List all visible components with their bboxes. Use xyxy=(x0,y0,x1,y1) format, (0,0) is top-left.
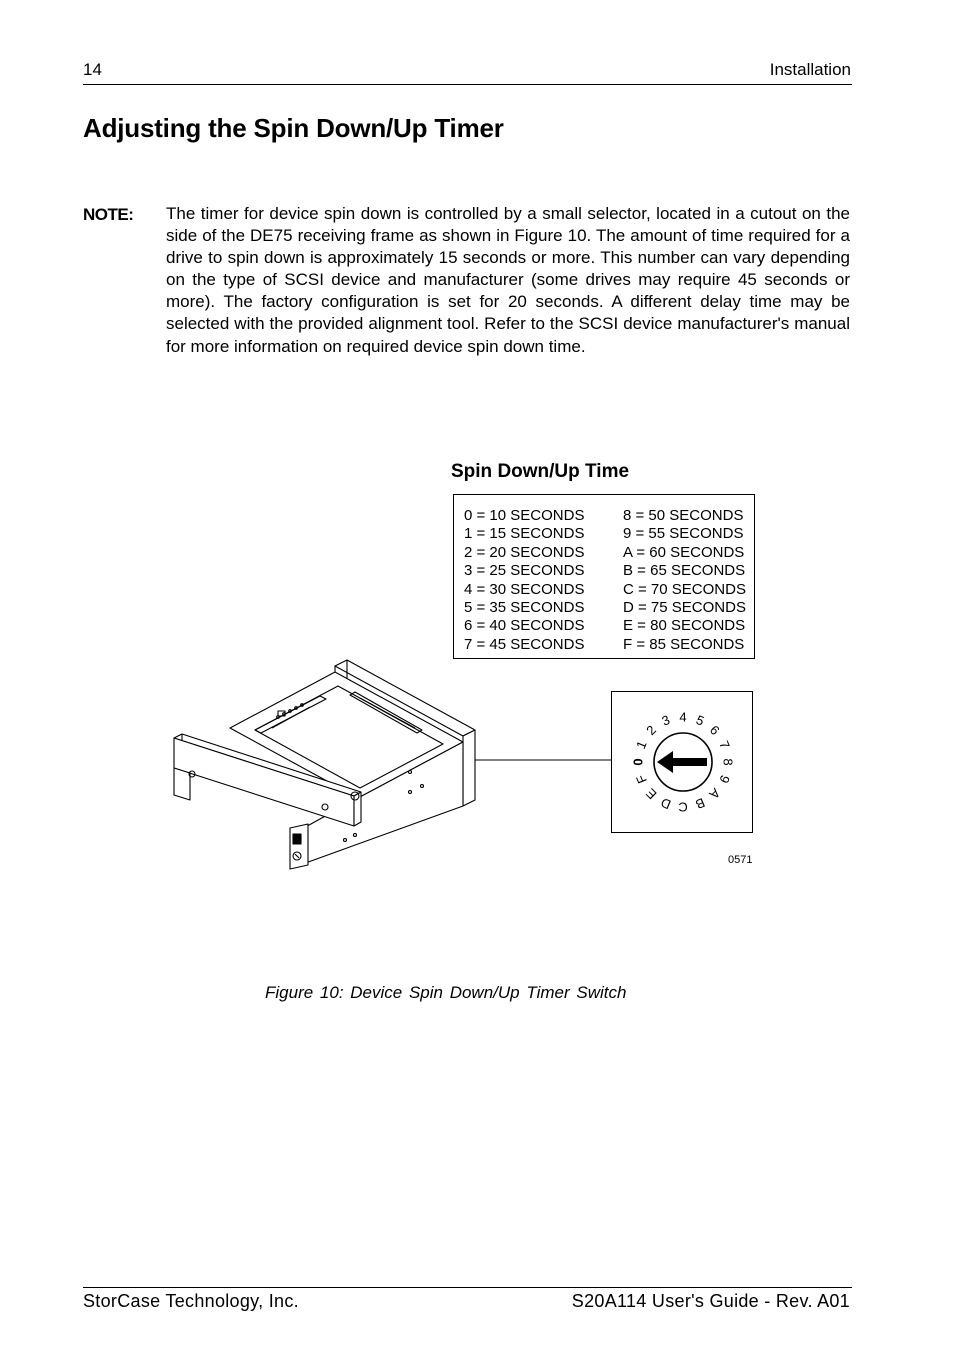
footer-company: StorCase Technology, Inc. xyxy=(83,1291,299,1311)
dial-position-label: A xyxy=(706,785,724,803)
page-title: Adjusting the Spin Down/Up Timer xyxy=(83,113,504,143)
note-label: NOTE: xyxy=(83,205,134,224)
dial-position-label: F xyxy=(632,772,650,786)
legend-entry: 9 = 55 SECONDS xyxy=(623,525,744,543)
dial-position-label: 0 xyxy=(630,758,646,766)
legend-entry: 7 = 45 SECONDS xyxy=(464,635,585,653)
dial-position-label: 5 xyxy=(693,712,707,729)
legend-entry: D = 75 SECONDS xyxy=(623,599,746,617)
dial-position-label: D xyxy=(658,794,674,813)
legend-entry: 8 = 50 SECONDS xyxy=(623,507,744,524)
legend-entry: 6 = 40 SECONDS xyxy=(464,617,585,635)
legend-column-right xyxy=(623,507,746,654)
legend-entry: 2 = 20 SECONDS xyxy=(464,543,585,561)
legend-entry: 4 = 30 SECONDS xyxy=(464,580,585,598)
footer-document: S20A114 User's Guide - Rev. A01 xyxy=(571,1291,850,1311)
legend-entry: 3 = 25 SECONDS xyxy=(464,562,585,580)
timer-switch-panel xyxy=(611,691,753,833)
figure-id: 0571 xyxy=(728,854,753,866)
legend-entry: 5 = 35 SECONDS xyxy=(464,599,585,617)
legend-entry: C = 70 SECONDS xyxy=(623,580,746,598)
dial-position-label: E xyxy=(642,785,660,803)
dial-position-label: 6 xyxy=(706,722,723,739)
page-header xyxy=(83,60,851,84)
legend-entry: 0 = 10 SECONDS xyxy=(464,507,585,524)
header-rule xyxy=(83,84,852,85)
legend-entry: B = 65 SECONDS xyxy=(623,562,746,580)
dial-position-label: 8 xyxy=(720,758,736,766)
dial-position-label: 1 xyxy=(633,738,650,752)
legend-entry: E = 80 SECONDS xyxy=(623,617,746,635)
dial-position-label: 9 xyxy=(716,772,733,786)
legend-column-left xyxy=(464,507,584,654)
legend-entry: F = 85 SECONDS xyxy=(623,635,745,653)
dial-position-label: 4 xyxy=(679,709,687,725)
footer-rule xyxy=(83,1287,852,1288)
dial-position-label: B xyxy=(693,795,708,813)
page-number: 14 xyxy=(83,60,102,79)
dial-position-label: 3 xyxy=(659,712,673,729)
spin-time-legend xyxy=(453,494,755,659)
dial-position-label: C xyxy=(678,799,688,815)
dial-position-label: 2 xyxy=(643,722,660,739)
section-name: Installation xyxy=(769,60,851,79)
note-text: The timer for device spin down is controlled by a small selector, located in a cutout on the side of the DE75 receiving frame as shown in Figure 10. The amount of time required for a drive to spin down is approximately 15 seconds or more. This number can vary depending on the type of SCSI device and manufacturer (some drives may require 45 seconds or more). The factory configuration is set for 20 seconds. A different delay time may be selected with the provided alignment tool. Refer to the SCSI device manufacturer's manual for more information on required device spin down time. xyxy=(166,204,850,356)
legend-entry: A = 60 SECONDS xyxy=(623,543,745,561)
legend-title: Spin Down/Up Time xyxy=(451,461,630,482)
dial-position-label: 7 xyxy=(716,738,733,752)
receiving-frame-drawing xyxy=(160,650,620,875)
rotary-selector-dial xyxy=(612,692,751,831)
figure-caption: Figure 10: Device Spin Down/Up Timer Switch xyxy=(265,983,627,1002)
legend-entry: 1 = 15 SECONDS xyxy=(464,525,585,543)
